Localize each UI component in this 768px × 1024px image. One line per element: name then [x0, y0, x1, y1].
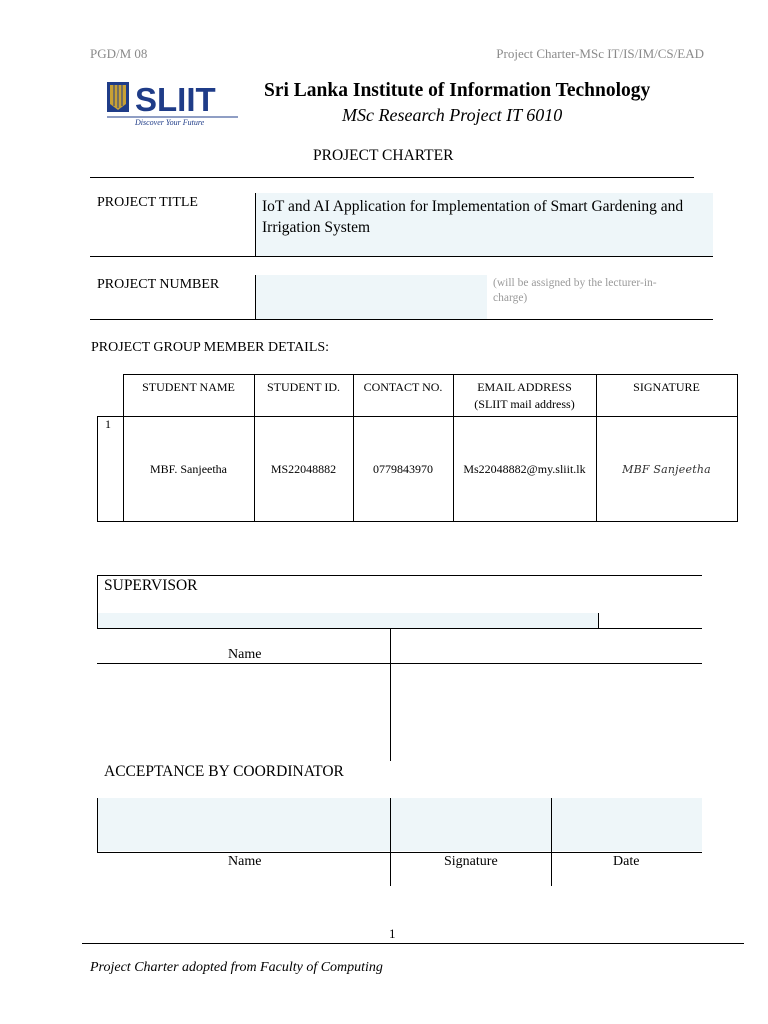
project-number-hint: (will be assigned by the lecturer-in-charge): [493, 277, 657, 304]
acceptance-bottom-line: [97, 852, 702, 853]
logo-wordmark: SLIIT: [135, 81, 216, 118]
supervisor-top-line: [97, 575, 702, 576]
supervisor-heading: SUPERVISOR: [104, 577, 198, 594]
supervisor-field-end: [598, 613, 599, 629]
charter-title: PROJECT CHARTER: [313, 147, 454, 164]
group-heading: PROJECT GROUP MEMBER DETAILS:: [91, 340, 330, 355]
column-contact: CONTACT NO.: [353, 375, 453, 417]
supervisor-name-label: Name: [228, 647, 262, 662]
acceptance-fields[interactable]: [98, 798, 702, 851]
column-email-title: EMAIL ADDRESS: [477, 380, 572, 394]
row-number-header: [98, 375, 124, 417]
logo-tagline: Discover Your Future: [135, 118, 205, 127]
project-number-label: PROJECT NUMBER: [97, 277, 220, 292]
doc-code: PGD/M 08: [90, 46, 148, 61]
project-number-bottom-line: [90, 319, 713, 320]
signature-cell: [596, 417, 737, 522]
email-address: Ms22048882@my.sliit.lk: [453, 417, 596, 522]
column-student-id: STUDENT ID.: [254, 375, 353, 417]
member-table: [97, 374, 738, 522]
footer-note: Project Charter adopted from Faculty of Computing: [90, 960, 383, 975]
title-divider: [90, 177, 694, 178]
project-title-value: IoT and AI Application for Implementation of Smart Gardening and Irrigation System: [262, 198, 684, 236]
footer-line: [82, 943, 744, 944]
column-email: [453, 375, 596, 417]
contact-number: 0779843970: [353, 417, 453, 522]
student-signature: MBF Sanjeetha: [622, 462, 711, 476]
column-student-name: STUDENT NAME: [123, 375, 254, 417]
supervisor-name-line: [97, 663, 702, 664]
doc-type: Project Charter-MSc IT/IS/IM/CS/EAD: [496, 46, 704, 61]
page-number: 1: [389, 926, 396, 941]
supervisor-field-bottom: [97, 628, 702, 629]
supervisor-column-divider: [390, 628, 391, 761]
student-name: MBF. Sanjeetha: [123, 417, 254, 522]
program-name: MSc Research Project IT 6010: [342, 105, 563, 125]
project-title-label: PROJECT TITLE: [97, 195, 198, 210]
column-email-subtitle: (SLIIT mail address): [474, 397, 575, 411]
student-id: MS22048882: [254, 417, 353, 522]
acceptance-left-line: [97, 798, 98, 853]
row-number: 1: [98, 417, 124, 522]
acceptance-divider-2: [551, 798, 552, 886]
institute-name: Sri Lanka Institute of Information Technology: [264, 80, 651, 101]
supervisor-name-field[interactable]: [98, 613, 598, 628]
sliit-logo: [105, 80, 240, 128]
column-signature: SIGNATURE: [596, 375, 737, 417]
project-number-field[interactable]: [256, 275, 487, 319]
acceptance-signature-label: Signature: [444, 854, 498, 869]
table-row: [98, 417, 738, 522]
acceptance-divider-1: [390, 798, 391, 886]
acceptance-heading: ACCEPTANCE BY COORDINATOR: [104, 763, 344, 780]
acceptance-name-label: Name: [228, 854, 262, 869]
project-title-bottom-line: [90, 256, 713, 257]
acceptance-date-label: Date: [613, 854, 640, 869]
member-table-header: [98, 375, 738, 417]
